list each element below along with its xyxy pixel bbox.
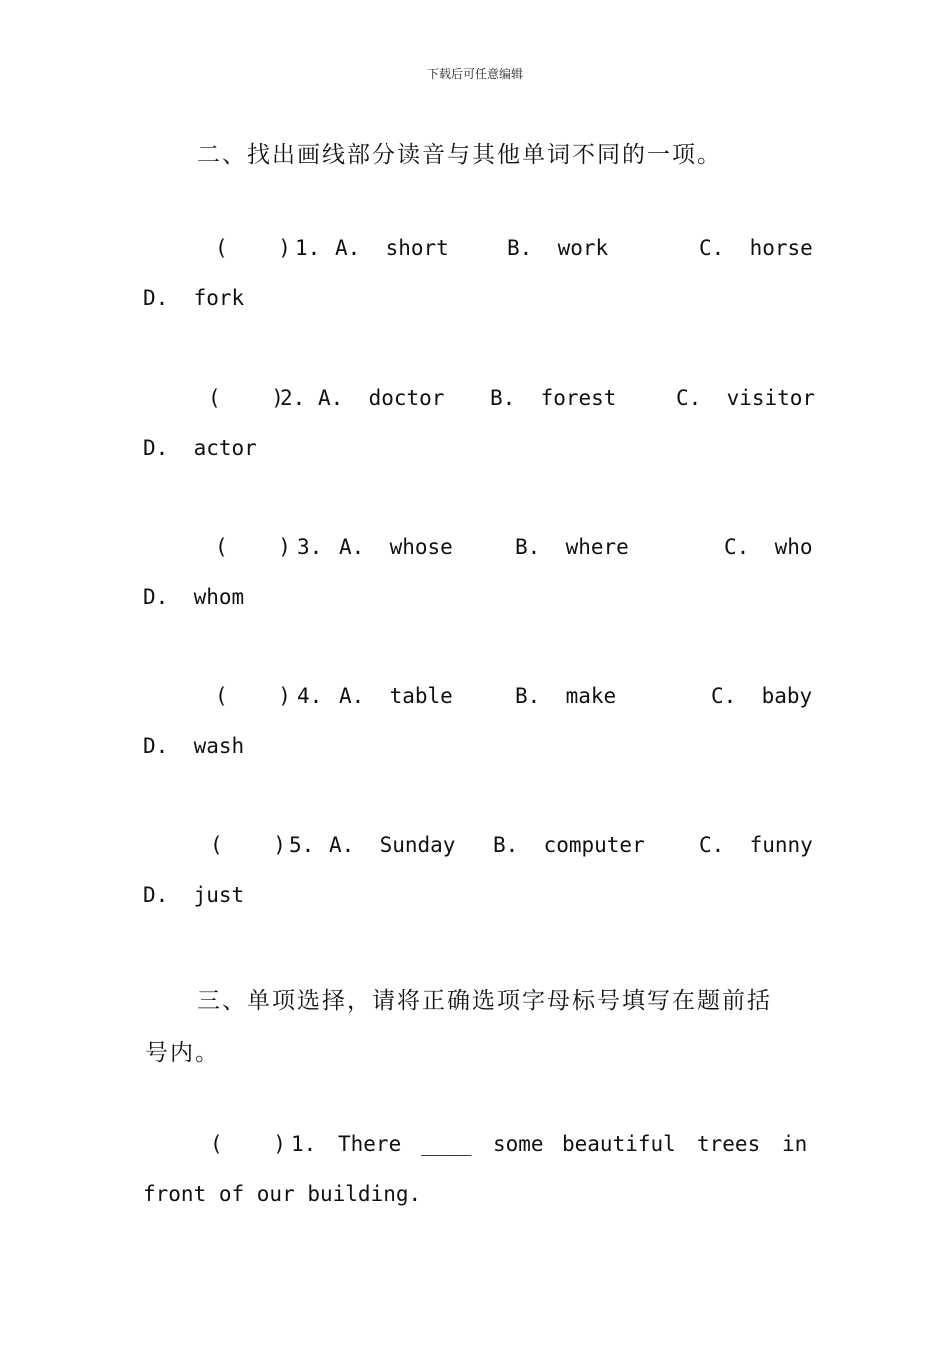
question-number: 4. xyxy=(297,684,323,708)
option-a: A. short xyxy=(335,236,449,260)
option-d: D. just xyxy=(143,883,245,907)
option-d: D. actor xyxy=(143,436,257,460)
section-3-question-1-continuation: front of our building. xyxy=(143,1182,422,1206)
question-number: 5. xyxy=(289,833,315,857)
option-c: C. visitor xyxy=(676,386,816,410)
word: There xyxy=(338,1132,402,1156)
question-number: 2. xyxy=(280,386,306,410)
section-3-question-1-line xyxy=(205,1132,808,1162)
option-a: A. Sunday xyxy=(329,833,456,857)
answer-paren[interactable]: ( ) xyxy=(208,386,284,410)
option-b: B. work xyxy=(507,236,609,260)
question-number: 1. xyxy=(295,236,321,260)
section-3-title-line-1: 三、单项选择，请将正确选项字母标号填写在题前括 xyxy=(197,988,772,1014)
question-number: 3. xyxy=(297,535,323,559)
option-d: D. fork xyxy=(143,286,245,310)
option-d: D. whom xyxy=(143,585,245,609)
option-a: A. whose xyxy=(339,535,453,559)
answer-paren[interactable]: ( ) xyxy=(215,236,291,260)
option-c: C. funny xyxy=(699,833,813,857)
option-c: C. baby xyxy=(711,684,813,708)
answer-paren[interactable]: ( ) xyxy=(210,1132,286,1156)
option-d: D. wash xyxy=(143,734,245,758)
question-5-line xyxy=(205,833,813,863)
section-2-title: 二、找出画线部分读音与其他单词不同的一项。 xyxy=(197,142,722,168)
answer-paren[interactable]: ( ) xyxy=(215,535,291,559)
word: some xyxy=(493,1132,544,1156)
question-number: 1. xyxy=(291,1132,317,1156)
option-b: B. make xyxy=(515,684,617,708)
option-b: B. forest xyxy=(490,386,617,410)
answer-paren[interactable]: ( ) xyxy=(215,684,291,708)
option-c: C. horse xyxy=(699,236,813,260)
question-2-line xyxy=(205,386,816,416)
option-a: A. doctor xyxy=(318,386,445,410)
answer-paren[interactable]: ( ) xyxy=(210,833,286,857)
question-4-line xyxy=(205,684,813,714)
question-3-line xyxy=(205,535,813,565)
blank: ____ xyxy=(421,1132,472,1156)
question-1-line xyxy=(205,236,813,266)
word: trees xyxy=(697,1132,761,1156)
option-b: B. computer xyxy=(493,833,645,857)
page-header: 下载后可任意编辑 xyxy=(426,67,523,81)
option-b: B. where xyxy=(515,535,629,559)
section-3-title-line-2: 号内。 xyxy=(145,1040,220,1066)
word: in xyxy=(782,1132,808,1156)
word: beautiful xyxy=(562,1132,676,1156)
option-c: C. who xyxy=(724,535,813,559)
option-a: A. table xyxy=(339,684,453,708)
